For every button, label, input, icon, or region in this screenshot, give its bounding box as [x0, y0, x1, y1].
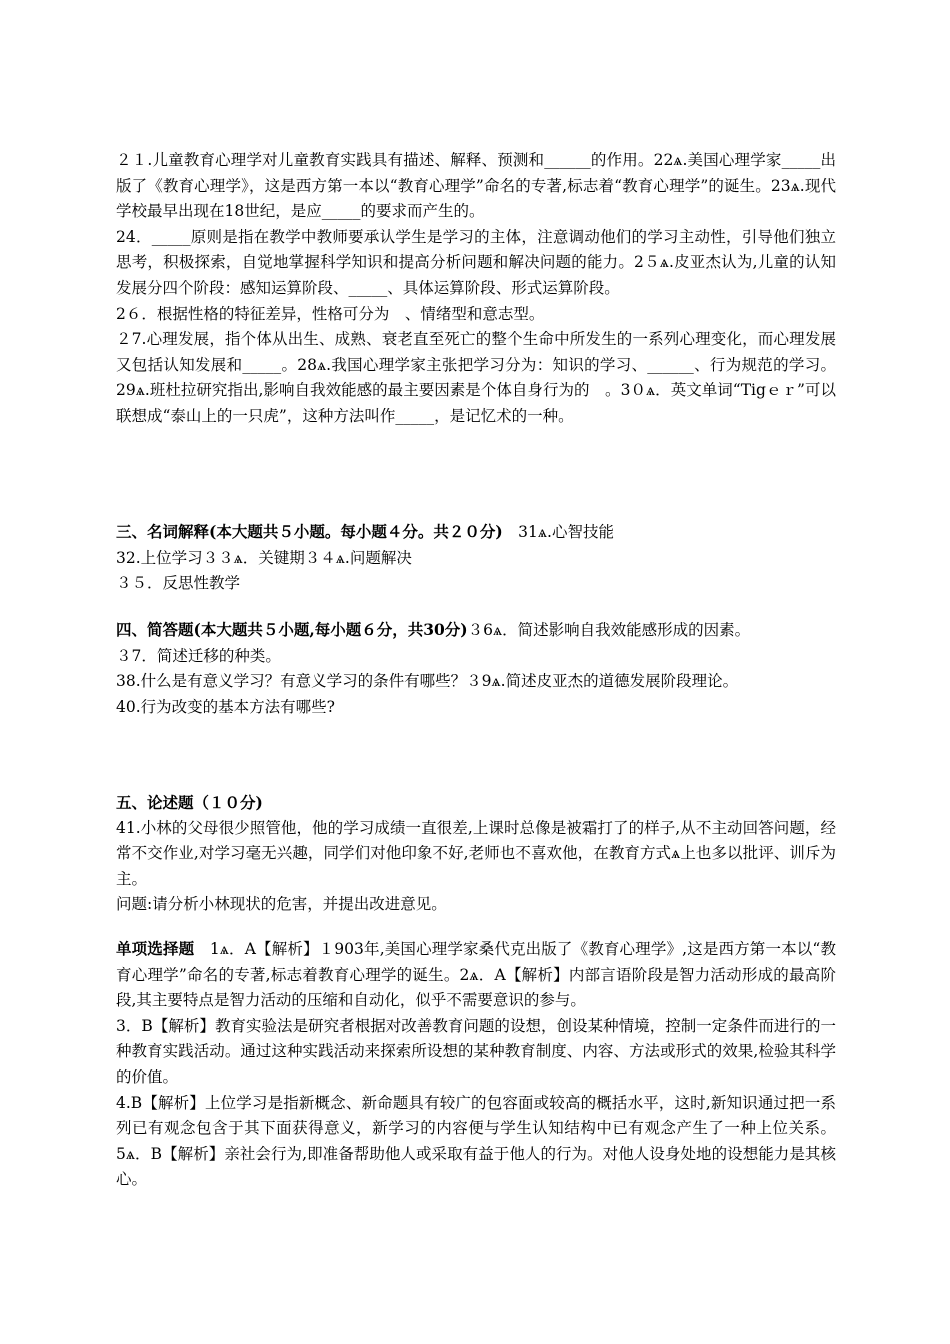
short-answer-first: [116, 617, 836, 644]
essay-section: [116, 790, 836, 918]
question-38-39: 38.什么是有意义学习？有意义学习的条件有哪些？３9ѧ.简述皮亚杰的道德发展阶段理论。: [116, 672, 739, 691]
question-24-25: 24．_____原则是指在教学中教师要承认学生是学习的主体，注意调动他们的学习主动性，引导他们独立思考，积极探索，自觉地掌握科学知识和提高分析问题和解决问题的能力。2５ѧ.皮亚杰认为,儿童的认知发展分四个阶段：感知运算阶段、_____、具体运算阶段、形式运算阶段。: [116, 227, 836, 297]
answer-1-2: [116, 936, 836, 1014]
question-21-23: ２１.儿童教育心理学对儿童教育实践具有描述、解释、预测和______的作用。22ѧ.美国心理学家_____出版了《教育心理学》，这是西方第一本以“教育心理学”命名的专著,标志着“教育心理学”的诞生。23ѧ.现代学校最早出现在18世纪，是应_____的要求而产生的。: [116, 151, 836, 221]
section-heading: 三、名词解释(本大题共５小题。每小题４分。共２０分): [116, 522, 503, 541]
question-37: ３7．简述迁移的种类。: [116, 646, 281, 665]
questions-32-34: 32.上位学习３３ѧ．关键期３４ѧ.问题解决: [116, 548, 412, 567]
question-40: 40.行为改变的基本方法有哪些?: [116, 697, 335, 716]
answer-2-text: 内部言语阶段是智力活动形成的最高阶段,其主要特点是智力活动的压缩和自动化，似乎不需要意识的参与。: [116, 965, 836, 1010]
answer-1-prefix: 1ѧ．A: [194, 940, 256, 958]
section-heading: 四、简答题(本大题共５小题,每小题６分，共30分): [116, 620, 468, 639]
analysis-tag: 【解析】: [142, 1093, 205, 1112]
question-26: 2６．根据性格的特征差异，性格可分为 、情绪型和意志型。: [116, 304, 545, 323]
short-answer-section: [116, 617, 836, 720]
fill-blank-section: [116, 148, 836, 430]
answers-heading: 单项选择题: [116, 939, 195, 958]
section-heading: 五、论述题（１０分): [116, 793, 263, 812]
question-41-prompt: 问题:请分析小林现状的危害，并提出改进意见。: [116, 895, 447, 914]
answer-3: [116, 1014, 836, 1091]
analysis-tag: 【解析】: [255, 940, 319, 958]
answer-3-text: 教育实验法是研究者根据对改善教育问题的设想，创设某种情境，控制一定条件而进行的一种教育实践活动。通过这种实践活动来探索所设想的某种教育制度、内容、方法或形式的效果,检验其科学的价值。: [116, 1016, 836, 1086]
terms-section: [116, 519, 836, 597]
answers-section: [116, 936, 836, 1193]
answer-5-text: 亲社会行为,即准备帮助他人或采取有益于他人的行为。对他人设身处地的设想能力是其核心。: [116, 1144, 836, 1189]
question-35: ３５．反思性教学: [116, 574, 241, 593]
answer-4-5: [116, 1091, 836, 1193]
answer-4-text: 上位学习是指新概念、新命题具有较广的包容面或较高的概括水平，这时,新知识通过把一系列已有观念包含于其下面获得意义，新学习的内容便与学生认知结构中已有观念产生了一种上位关系。5ѧ．B: [116, 1093, 836, 1163]
terms-first-line: [116, 519, 836, 546]
analysis-tag: 【解析】: [152, 1016, 215, 1035]
answer-4-prefix: 4.B: [116, 1093, 143, 1112]
answer-3-prefix: 3．B: [116, 1016, 153, 1035]
answer-1-text: １903年,美国心理学家桑代克出版了《教育心理学》,这是西方第一本以“教育心理学”命名的专著,标志着教育心理学的诞生。2ѧ．A: [116, 940, 836, 984]
question-27-30: ２7.心理发展，指个体从出生、成熟、衰老直至死亡的整个生命中所发生的一系列心理变化，而心理发展又包括认知发展和_____。28ѧ.我国心理学家主张把学习分为：知识的学习、______、行为规范的学习。29ѧ.班杜拉研究指出,影响自我效能感的最主要因素是个体自身行为的 。3０ѧ．英文单词“Tigｅｒ”可以联想成“泰山上的一只虎”，这种方法叫作_____，是记忆术的一种。: [116, 330, 836, 425]
analysis-tag: 【解析】: [505, 965, 569, 984]
question-41: 41.小林的父母很少照管他，他的学习成绩一直很差,上课时总像是被霜打了的样子,从不主动回答问题，经常不交作业,对学习毫无兴趣，同学们对他印象不好,老师也不喜欢他，在教育方式ѧ上也多以批评、训斥为主。: [116, 818, 836, 888]
question-36: ３6ѧ．简述影响自我效能感形成的因素。: [467, 621, 751, 639]
analysis-tag: 【解析】: [162, 1144, 225, 1163]
question-31: 31ѧ.心智技能: [502, 523, 614, 541]
